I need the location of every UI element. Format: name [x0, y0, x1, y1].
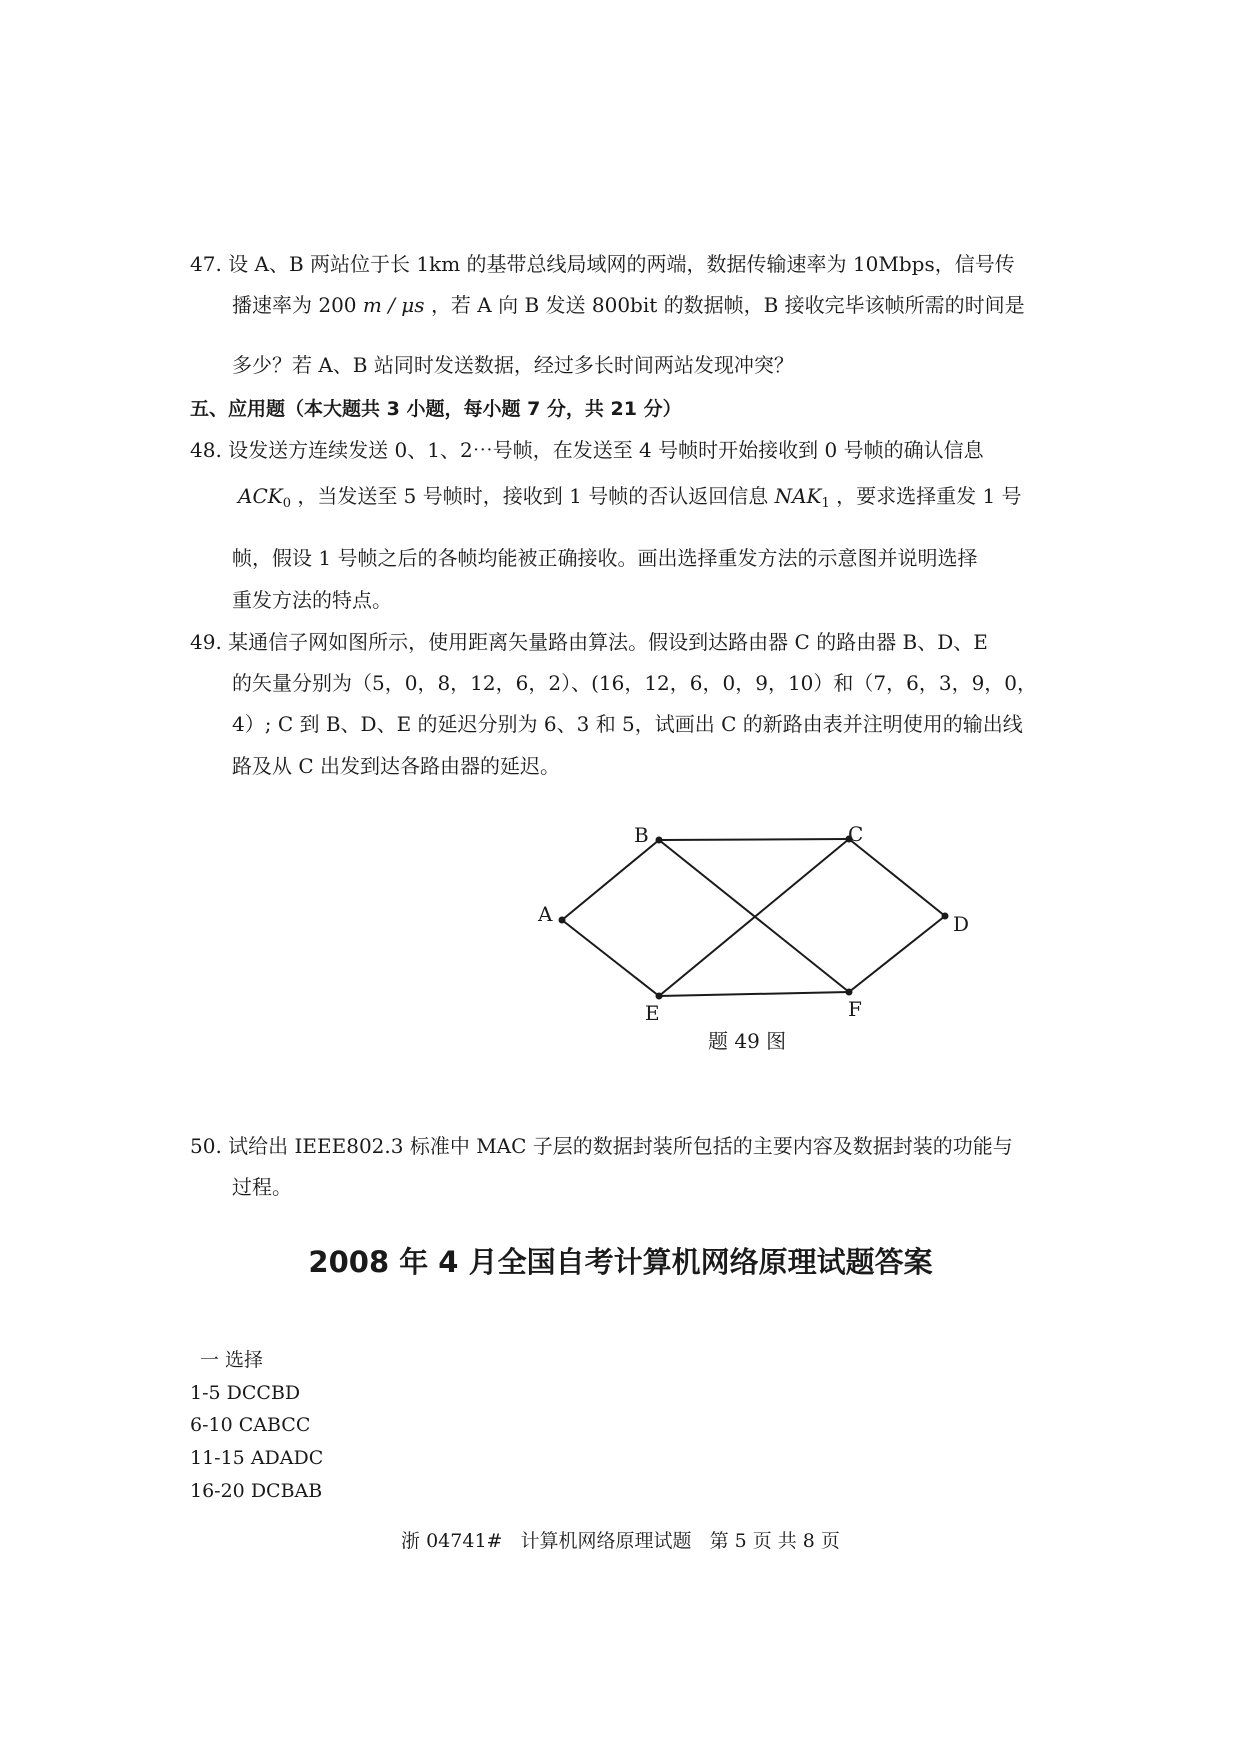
answer-row: 11-15 ADADC [190, 1447, 324, 1469]
section-heading: 五、应用题（本大题共 3 小题，每小题 7 分，共 21 分） [190, 398, 682, 420]
edge-c-d [849, 839, 945, 916]
q49-text-1: 某通信子网如图所示，使用距离矢量路由算法。假设到达路由器 C 的路由器 B、D、E [228, 630, 988, 654]
nak-symbol: NAK [774, 484, 822, 508]
q48-line-1 [190, 436, 984, 464]
q47-text-2b: ，若 A 向 B 发送 800bit 的数据帧，B 接收完毕该帧所需的时间是 [430, 293, 1025, 317]
q47-text-1: 设 A、B 两站位于长 1km 的基带总线局域网的两端，数据传输速率为 10Mbps，信号传 [228, 252, 1015, 276]
node-e [656, 993, 663, 1000]
q50-line-1 [190, 1132, 1013, 1160]
node-label-d: D [953, 912, 970, 936]
q48-text-2c: ，要求选择重发 1 号 [836, 484, 1022, 508]
node-label-f: F [848, 997, 862, 1021]
q47-line-3: 多少？若 A、B 站同时发送数据，经过多长时间两站发现冲突？ [232, 353, 794, 377]
footer-page: 第 5 页 共 8 页 [709, 1530, 840, 1552]
nak-subscript: 1 [821, 496, 830, 511]
q47-text-2a: 播速率为 200 [232, 293, 357, 317]
q47-unit: m / μs [362, 293, 425, 317]
q49-number: 49. [190, 630, 222, 654]
q48-line-2 [238, 482, 1022, 518]
q48-number: 48. [190, 438, 222, 462]
edge-a-e [562, 920, 659, 996]
edge-b-c [659, 839, 849, 840]
node-label-a: A [538, 902, 553, 926]
ack-subscript: 0 [282, 496, 291, 511]
node-label-c: C [848, 822, 864, 846]
q47-line-2 [232, 291, 1025, 319]
footer-code: 浙 04741# [401, 1530, 503, 1552]
edge-e-f [659, 992, 849, 996]
network-diagram [0, 800, 1241, 1100]
node-label-b: B [634, 823, 649, 847]
q48-text-2b: ，当发送至 5 号帧时，接收到 1 号帧的否认返回信息 [297, 484, 769, 508]
page-footer [0, 1526, 1241, 1553]
answer-row: 16-20 DCBAB [190, 1480, 323, 1502]
q49-line-2: 的矢量分别为（5，0，8，12，6，2）、(16，12，6，0，9，10）和（7，6，3，9，0， [232, 671, 1038, 695]
answer-row: 1-5 DCCBD [190, 1382, 301, 1404]
answer-row: 6-10 CABCC [190, 1414, 311, 1436]
node-b [656, 837, 663, 844]
q49-line-3: 4）; C 到 B、D、E 的延迟分别为 6、3 和 5，试画出 C 的新路由表并注明使用的输出线 [232, 712, 1023, 736]
q49-line-1 [190, 628, 988, 656]
q47-line-1 [190, 250, 1015, 278]
q47-number: 47. [190, 252, 222, 276]
q50-text-1: 试给出 IEEE802.3 标准中 MAC 子层的数据封装所包括的主要内容及数据封装的功能与 [228, 1134, 1013, 1158]
node-f [846, 989, 853, 996]
q50-number: 50. [190, 1134, 222, 1158]
q48-text-1: 设发送方连续发送 0、1、2⋯号帧，在发送至 4 号帧时开始接收到 0 号帧的确认信息 [228, 438, 984, 462]
q48-line-3: 帧，假设 1 号帧之后的各帧均能被正确接收。画出选择重发方法的示意图并说明选择 [232, 546, 978, 570]
node-a [559, 917, 566, 924]
edge-f-d [849, 916, 945, 992]
node-d [942, 913, 949, 920]
ack-symbol: ACK [238, 484, 283, 508]
answers-section: 一 选择 [200, 1349, 264, 1371]
figure-caption: 题 49 图 [708, 1029, 787, 1053]
edge-a-b [562, 840, 659, 920]
node-label-e: E [645, 1001, 660, 1025]
footer-subject: 计算机网络原理试题 [520, 1530, 692, 1552]
answers-title: 2008 年 4 月全国自考计算机网络原理试题答案 [308, 1245, 933, 1279]
q50-line-2: 过程。 [232, 1175, 292, 1199]
q48-line-4: 重发方法的特点。 [232, 588, 392, 612]
q49-line-4: 路及从 C 出发到达各路由器的延迟。 [232, 754, 561, 778]
